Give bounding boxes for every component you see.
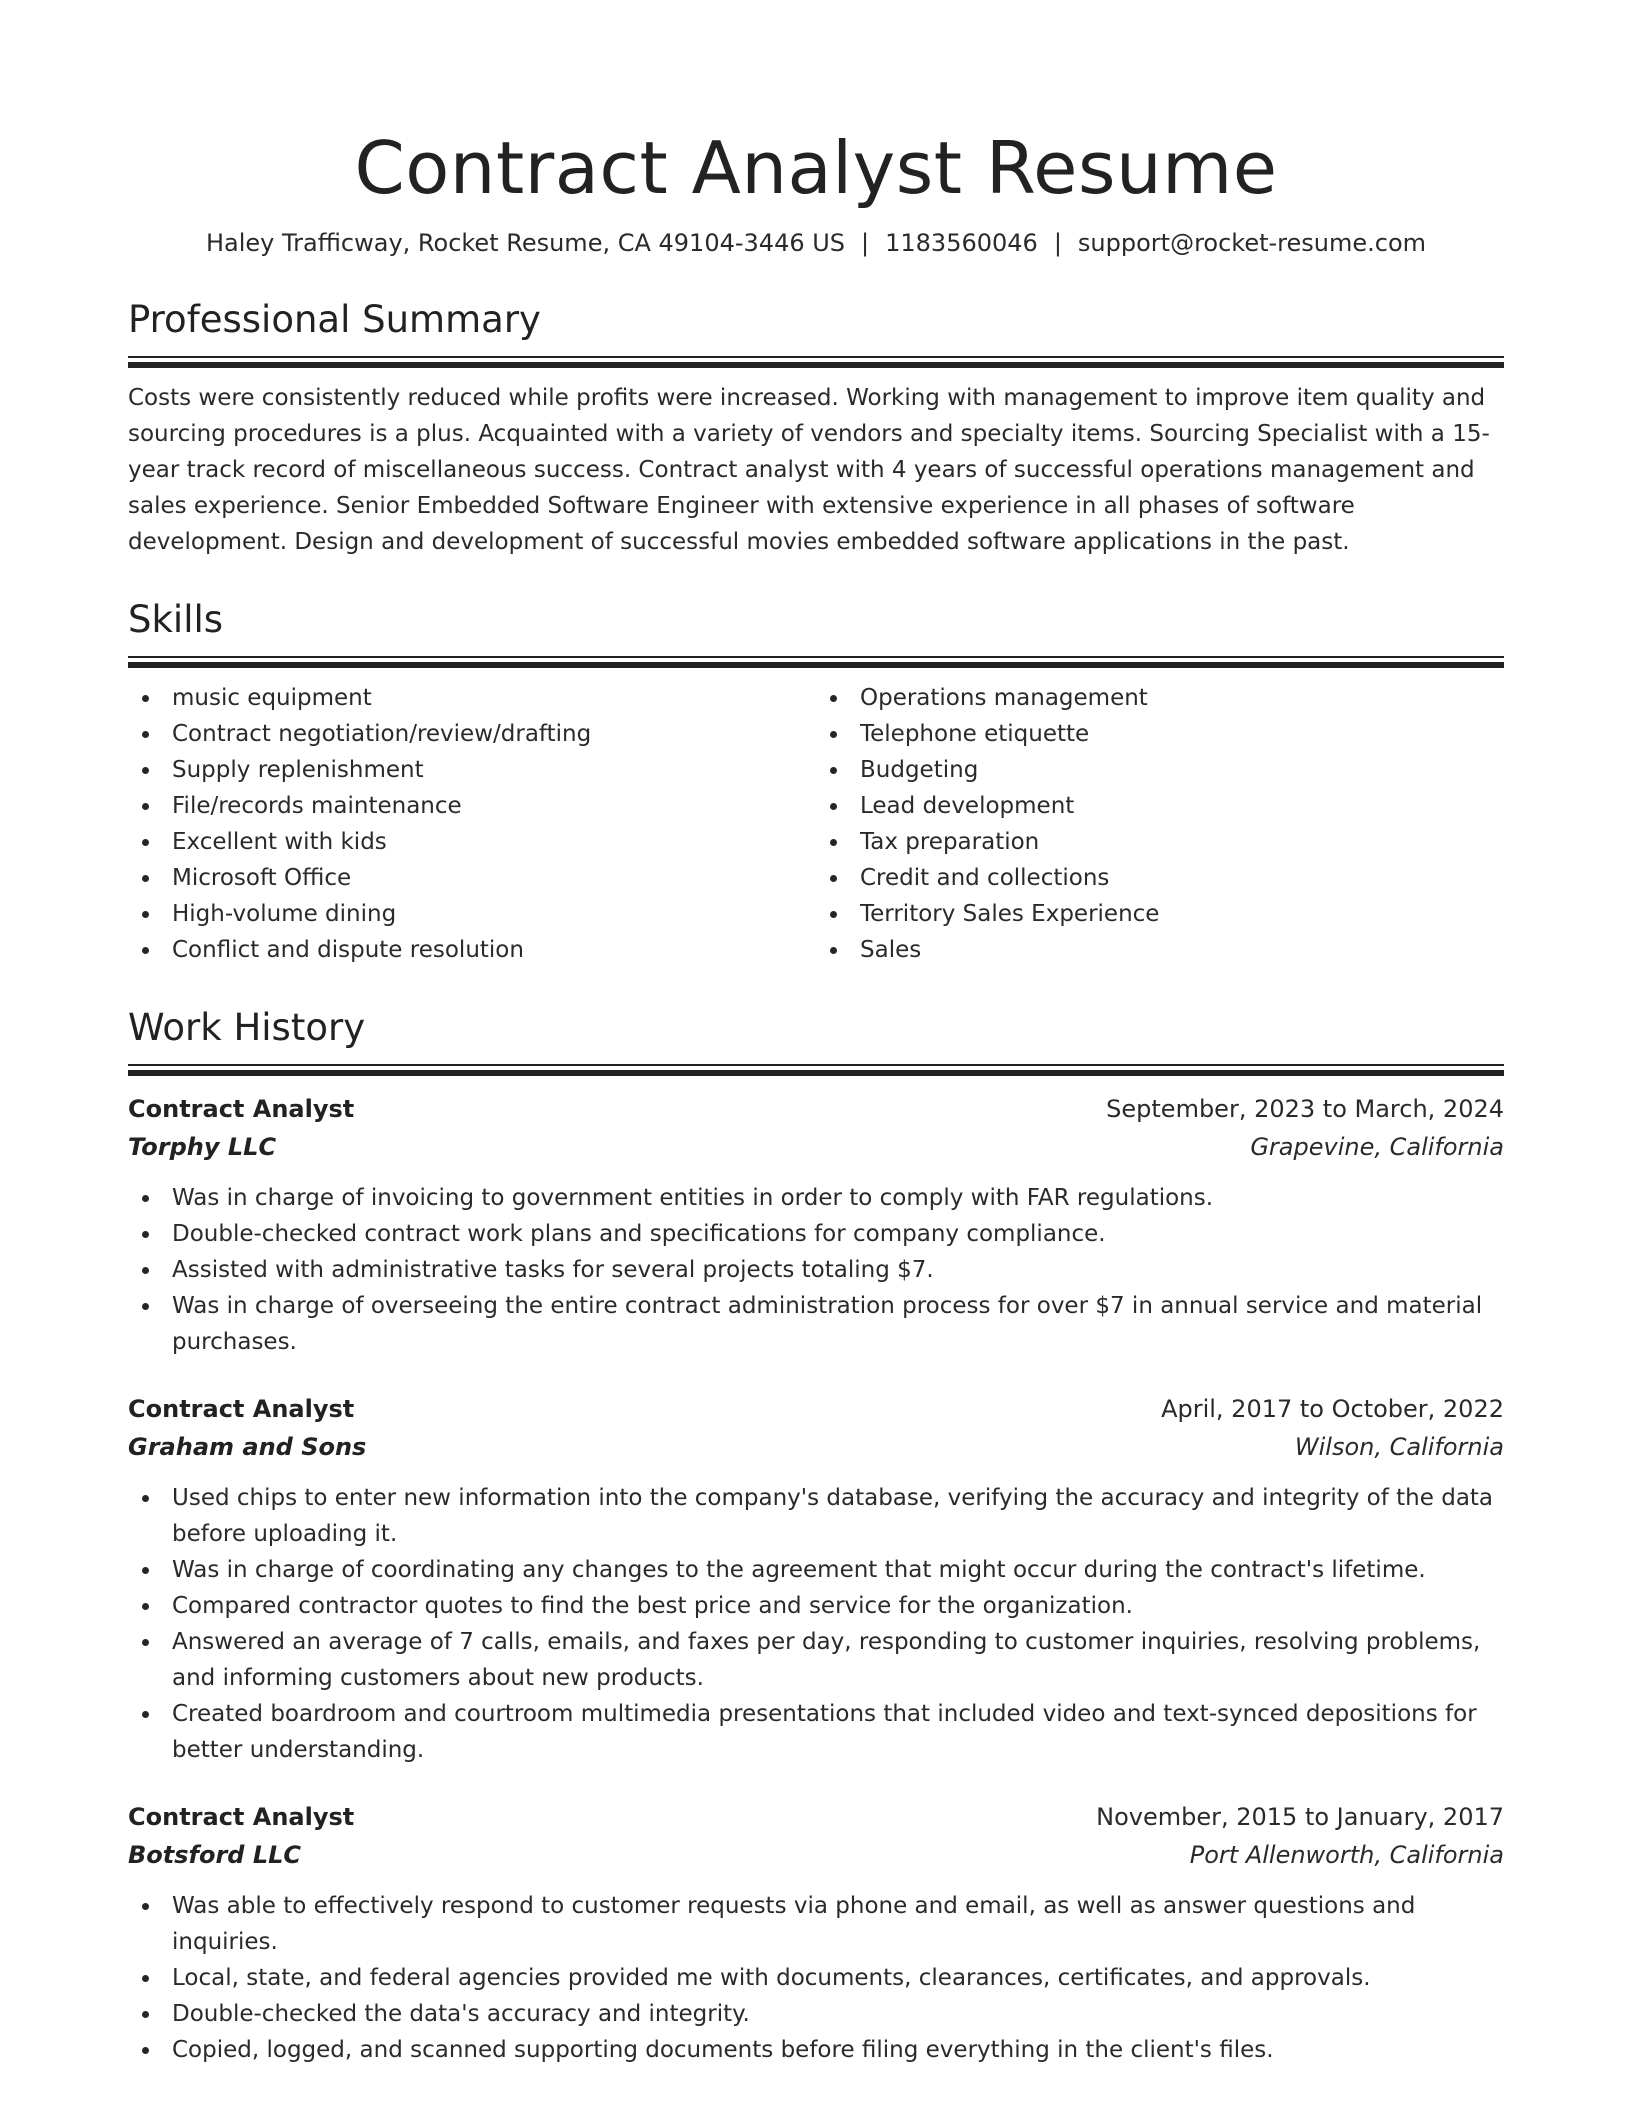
work-history-section	[128, 1004, 1504, 2068]
job-dates: November, 2015 to January, 2017	[1096, 1803, 1504, 1831]
summary-heading: Professional Summary	[128, 298, 541, 341]
duty-item: Double-checked the data's accuracy and integrity.	[128, 1996, 1504, 2032]
skills-list-left	[128, 680, 816, 968]
summary-section	[128, 296, 1504, 560]
duty-item: Created boardroom and courtroom multimedia presentations that included video and text-synced depositions for better understanding.	[128, 1696, 1504, 1768]
summary-text: Costs were consistently reduced while profits were increased. Working with management to improve item quality and sourcing procedures is a plus. Acquainted with a variety of vendors and specialty items. Sourcing Specialist with a 15-year track record of miscellaneous success. Contract analyst with 4 years of successful operations management and sales experience. Senior Embedded Software Engineer with extensive experience in all phases of software development. Design and development of successful movies embedded software applications in the past.	[128, 385, 1490, 555]
duty-item: Local, state, and federal agencies provided me with documents, clearances, certificates, and approvals.	[128, 1960, 1504, 1996]
work-history-heading: Work History	[128, 1006, 366, 1049]
duty-item: Was able to effectively respond to customer requests via phone and email, as well as answer questions and inquiries.	[128, 1888, 1504, 1960]
duty-item: Was in charge of invoicing to government entities in order to comply with FAR regulations.	[128, 1180, 1504, 1216]
skill-item: File/records maintenance	[128, 788, 816, 824]
job-entry	[128, 1390, 1504, 1768]
skill-item: Excellent with kids	[128, 824, 816, 860]
job-company: Torphy LLC	[128, 1133, 277, 1161]
duty-item: Answered an average of 7 calls, emails, and faxes per day, responding to customer inquiries, resolving problems, and informing customers about new products.	[128, 1624, 1504, 1696]
skills-columns	[128, 680, 1504, 968]
skills-heading: Skills	[128, 598, 224, 641]
skill-item: Telephone etiquette	[816, 716, 1504, 752]
contact-address: Haley Trafficway, Rocket Resume, CA 49104-3446 US	[205, 229, 846, 257]
contact-separator: |	[861, 229, 870, 257]
skill-item: High-volume dining	[128, 896, 816, 932]
duty-item: Copied, logged, and scanned supporting documents before filing everything in the client's files.	[128, 2032, 1504, 2068]
duty-item: Double-checked contract work plans and specifications for company compliance.	[128, 1216, 1504, 1252]
skill-item: Contract negotiation/review/drafting	[128, 716, 816, 752]
section-divider	[128, 356, 1504, 368]
job-location: Wilson, California	[1294, 1433, 1504, 1461]
skill-item: music equipment	[128, 680, 816, 716]
duty-item: Was in charge of coordinating any changes to the agreement that might occur during the contract's lifetime.	[128, 1552, 1504, 1588]
skill-item: Supply replenishment	[128, 752, 816, 788]
job-company: Botsford LLC	[128, 1841, 302, 1869]
job-dates: September, 2023 to March, 2024	[1106, 1095, 1504, 1123]
job-company: Graham and Sons	[128, 1433, 367, 1461]
contact-phone: 1183560046	[885, 229, 1038, 257]
job-title: Contract Analyst	[128, 1395, 355, 1423]
contact-line	[128, 226, 1504, 260]
skill-item: Microsoft Office	[128, 860, 816, 896]
section-divider	[128, 1064, 1504, 1076]
duty-item: Compared contractor quotes to find the best price and service for the organization.	[128, 1588, 1504, 1624]
job-duties	[128, 1180, 1504, 1360]
skill-item: Conflict and dispute resolution	[128, 932, 816, 968]
skill-item: Operations management	[816, 680, 1504, 716]
page-title: Contract Analyst Resume	[354, 126, 1278, 210]
job-entry	[128, 1090, 1504, 1360]
job-duties	[128, 1480, 1504, 1768]
skill-item: Lead development	[816, 788, 1504, 824]
skill-item: Budgeting	[816, 752, 1504, 788]
job-duties	[128, 1888, 1504, 2068]
duty-item: Assisted with administrative tasks for several projects totaling $7.	[128, 1252, 1504, 1288]
contact-email: support@rocket-resume.com	[1077, 229, 1427, 257]
skill-item: Territory Sales Experience	[816, 896, 1504, 932]
section-divider	[128, 656, 1504, 668]
job-location: Grapevine, California	[1250, 1133, 1504, 1161]
job-entry	[128, 1798, 1504, 2068]
contact-separator: |	[1053, 229, 1062, 257]
job-location: Port Allenworth, California	[1189, 1841, 1504, 1869]
job-title: Contract Analyst	[128, 1095, 355, 1123]
skill-item: Sales	[816, 932, 1504, 968]
skills-section	[128, 596, 1504, 968]
job-dates: April, 2017 to October, 2022	[1161, 1395, 1504, 1423]
skill-item: Credit and collections	[816, 860, 1504, 896]
duty-item: Used chips to enter new information into the company's database, verifying the accuracy and integrity of the data before uploading it.	[128, 1480, 1504, 1552]
duty-item: Was in charge of overseeing the entire contract administration process for over $7 in annual service and material purchases.	[128, 1288, 1504, 1360]
job-title: Contract Analyst	[128, 1803, 355, 1831]
skills-list-right	[816, 680, 1504, 968]
skill-item: Tax preparation	[816, 824, 1504, 860]
